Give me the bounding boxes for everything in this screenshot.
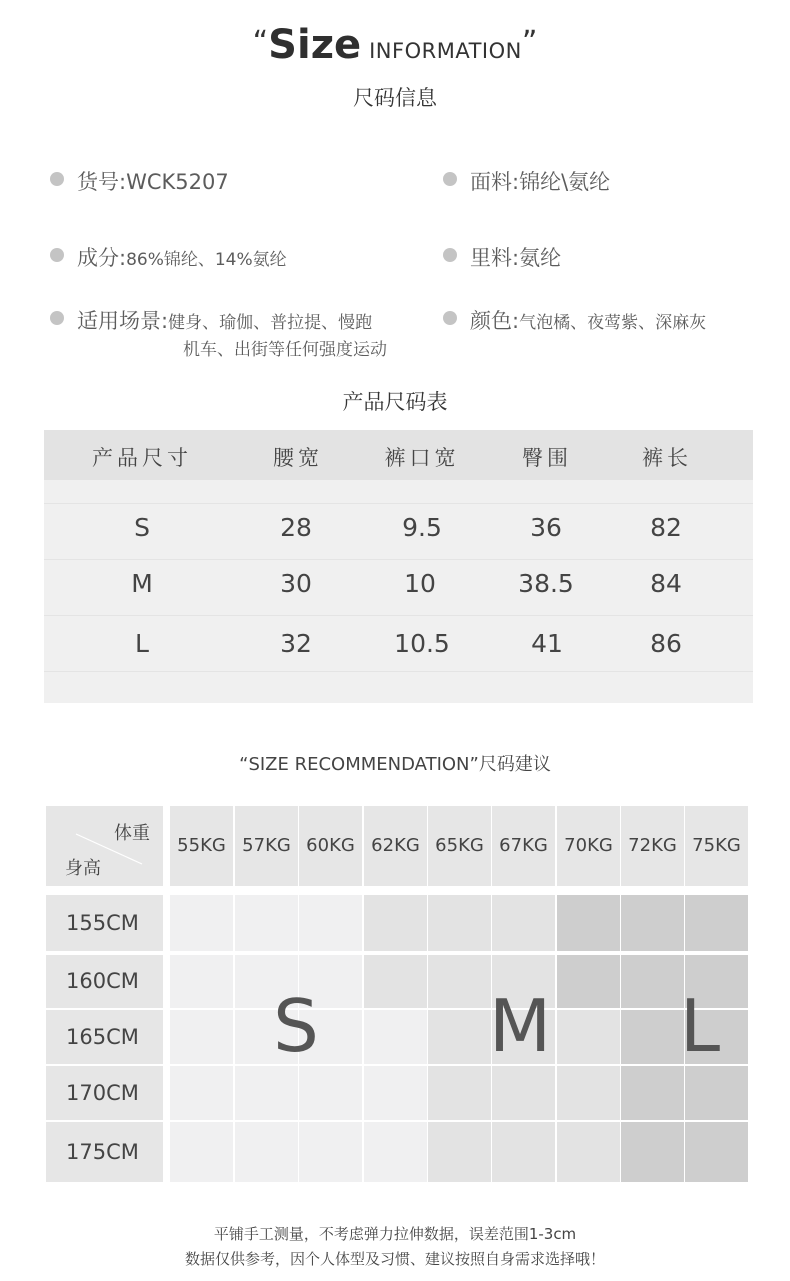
table-cell: M (131, 569, 153, 598)
size-zone-cell (428, 1122, 491, 1182)
size-zone-cell (235, 895, 298, 951)
weight-header-cell: 60KG (299, 806, 362, 886)
info-scene (50, 305, 372, 335)
size-zone-cell (235, 1122, 298, 1182)
table-cell: 28 (280, 513, 312, 542)
size-zone-cell (557, 1066, 620, 1120)
size-zone-cell (170, 895, 233, 951)
color-value: 气泡橘、夜莺紫、深麻灰 (519, 313, 707, 333)
table-cell: 82 (650, 513, 682, 542)
size-table-title: 产品尺码表 (342, 390, 448, 414)
table-cell: 32 (280, 629, 312, 658)
item-no-value: WCK5207 (126, 170, 229, 194)
weight-header-cell: 62KG (364, 806, 427, 886)
color-label: 颜色: (470, 309, 520, 333)
table-cell: 30 (280, 569, 312, 598)
fabric-value: 锦纶\氨纶 (519, 170, 611, 194)
lining-value: 氨纶 (519, 246, 562, 270)
grid-corner-cell (46, 806, 163, 886)
composition-value: 86%锦纶、14%氨纶 (126, 250, 287, 270)
size-zone-cell (170, 1122, 233, 1182)
footer-note-1: 平铺手工测量，不考虑弹力拉伸数据，误差范围1-3cm (213, 1225, 577, 1243)
size-letter-l: L (679, 984, 721, 1068)
open-quote: “ (252, 25, 269, 60)
weight-header-cell: 55KG (170, 806, 233, 886)
footer-note-2: 数据仅供参考，因个人体型及习惯、建议按照自身需求选择哦！ (184, 1250, 605, 1268)
table-cell: 9.5 (402, 513, 442, 542)
weight-header-cell: 67KG (492, 806, 555, 886)
header-hip: 臀围 (522, 446, 572, 470)
info-lining (443, 242, 561, 272)
height-label-cell: 175CM (46, 1122, 163, 1182)
table-cell: 38.5 (518, 569, 574, 598)
bullet-icon (50, 248, 64, 262)
composition-label: 成分: (77, 246, 127, 270)
header-waist: 腰宽 (273, 446, 323, 470)
weight-header-cell: 75KG (685, 806, 748, 886)
scene-label: 适用场景: (77, 309, 169, 333)
recommendation-title: “SIZE RECOMMENDATION”尺码建议 (239, 754, 551, 775)
size-zone-cell (428, 895, 491, 951)
table-cell: 41 (531, 629, 563, 658)
size-zone-cell (621, 1066, 684, 1120)
page-title (0, 22, 790, 68)
size-zone-cell (428, 1066, 491, 1120)
table-cell: S (134, 513, 150, 542)
row-divider (44, 615, 753, 616)
size-letter-s: S (273, 984, 319, 1068)
size-zone-cell (364, 895, 427, 951)
bullet-icon (50, 172, 64, 186)
header-leg-opening: 裤口宽 (384, 446, 460, 470)
bullet-icon (50, 311, 64, 325)
row-divider (44, 671, 753, 672)
size-zone-cell (621, 1122, 684, 1182)
size-zone-cell (557, 1122, 620, 1182)
corner-height-label: 身高 (65, 858, 101, 879)
size-letter-m: M (488, 984, 552, 1068)
info-fabric (443, 166, 610, 196)
title-information: INFORMATION (369, 39, 522, 63)
height-label-cell: 155CM (46, 895, 163, 951)
size-zone-cell (364, 1122, 427, 1182)
weight-header-cell: 57KG (235, 806, 298, 886)
size-zone-cell (492, 895, 555, 951)
fabric-label: 面料: (470, 170, 520, 194)
header-product-size: 产品尺寸 (92, 446, 192, 470)
size-zone-cell (685, 895, 748, 951)
size-zone-cell (364, 1010, 427, 1064)
scene-line1: 健身、瑜伽、普拉提、慢跑 (168, 313, 373, 333)
table-cell: 10 (404, 569, 436, 598)
close-quote: ” (521, 25, 538, 60)
size-zone-cell (235, 1066, 298, 1120)
info-item-no (50, 166, 229, 196)
row-divider (44, 503, 753, 504)
title-size: Size (268, 22, 362, 68)
bullet-icon (443, 311, 457, 325)
size-zone-cell (299, 1066, 362, 1120)
row-divider (44, 559, 753, 560)
weight-header-cell: 70KG (557, 806, 620, 886)
header-length: 裤长 (642, 446, 692, 470)
bullet-icon (443, 248, 457, 262)
size-zone-cell (557, 895, 620, 951)
size-zone-cell (299, 895, 362, 951)
size-zone-cell (170, 955, 233, 1008)
size-zone-cell (364, 1066, 427, 1120)
table-cell: 84 (650, 569, 682, 598)
info-color (443, 305, 706, 335)
size-zone-cell (299, 1122, 362, 1182)
info-composition (50, 242, 287, 272)
table-cell: 86 (650, 629, 682, 658)
height-label-cell: 165CM (46, 1010, 163, 1064)
weight-header-cell: 72KG (621, 806, 684, 886)
size-zone-cell (492, 1122, 555, 1182)
item-no-label: 货号: (77, 170, 127, 194)
size-zone-cell (621, 895, 684, 951)
size-zone-cell (170, 1066, 233, 1120)
lining-label: 里料: (470, 246, 520, 270)
size-table (44, 430, 753, 703)
weight-header-cell: 65KG (428, 806, 491, 886)
table-cell: L (135, 629, 149, 658)
size-zone-cell (492, 1066, 555, 1120)
page-subtitle: 尺码信息 (353, 86, 437, 110)
bullet-icon (443, 172, 457, 186)
size-zone-cell (364, 955, 427, 1008)
height-label-cell: 160CM (46, 955, 163, 1008)
table-cell: 10.5 (394, 629, 450, 658)
height-label-cell: 170CM (46, 1066, 163, 1120)
corner-weight-label: 体重 (114, 823, 150, 844)
size-zone-cell (685, 1122, 748, 1182)
size-zone-cell (170, 1010, 233, 1064)
corner-diagonal-line (46, 806, 163, 886)
table-cell: 36 (530, 513, 562, 542)
size-zone-cell (685, 1066, 748, 1120)
scene-line2: 机车、出街等任何强度运动 (183, 340, 387, 360)
